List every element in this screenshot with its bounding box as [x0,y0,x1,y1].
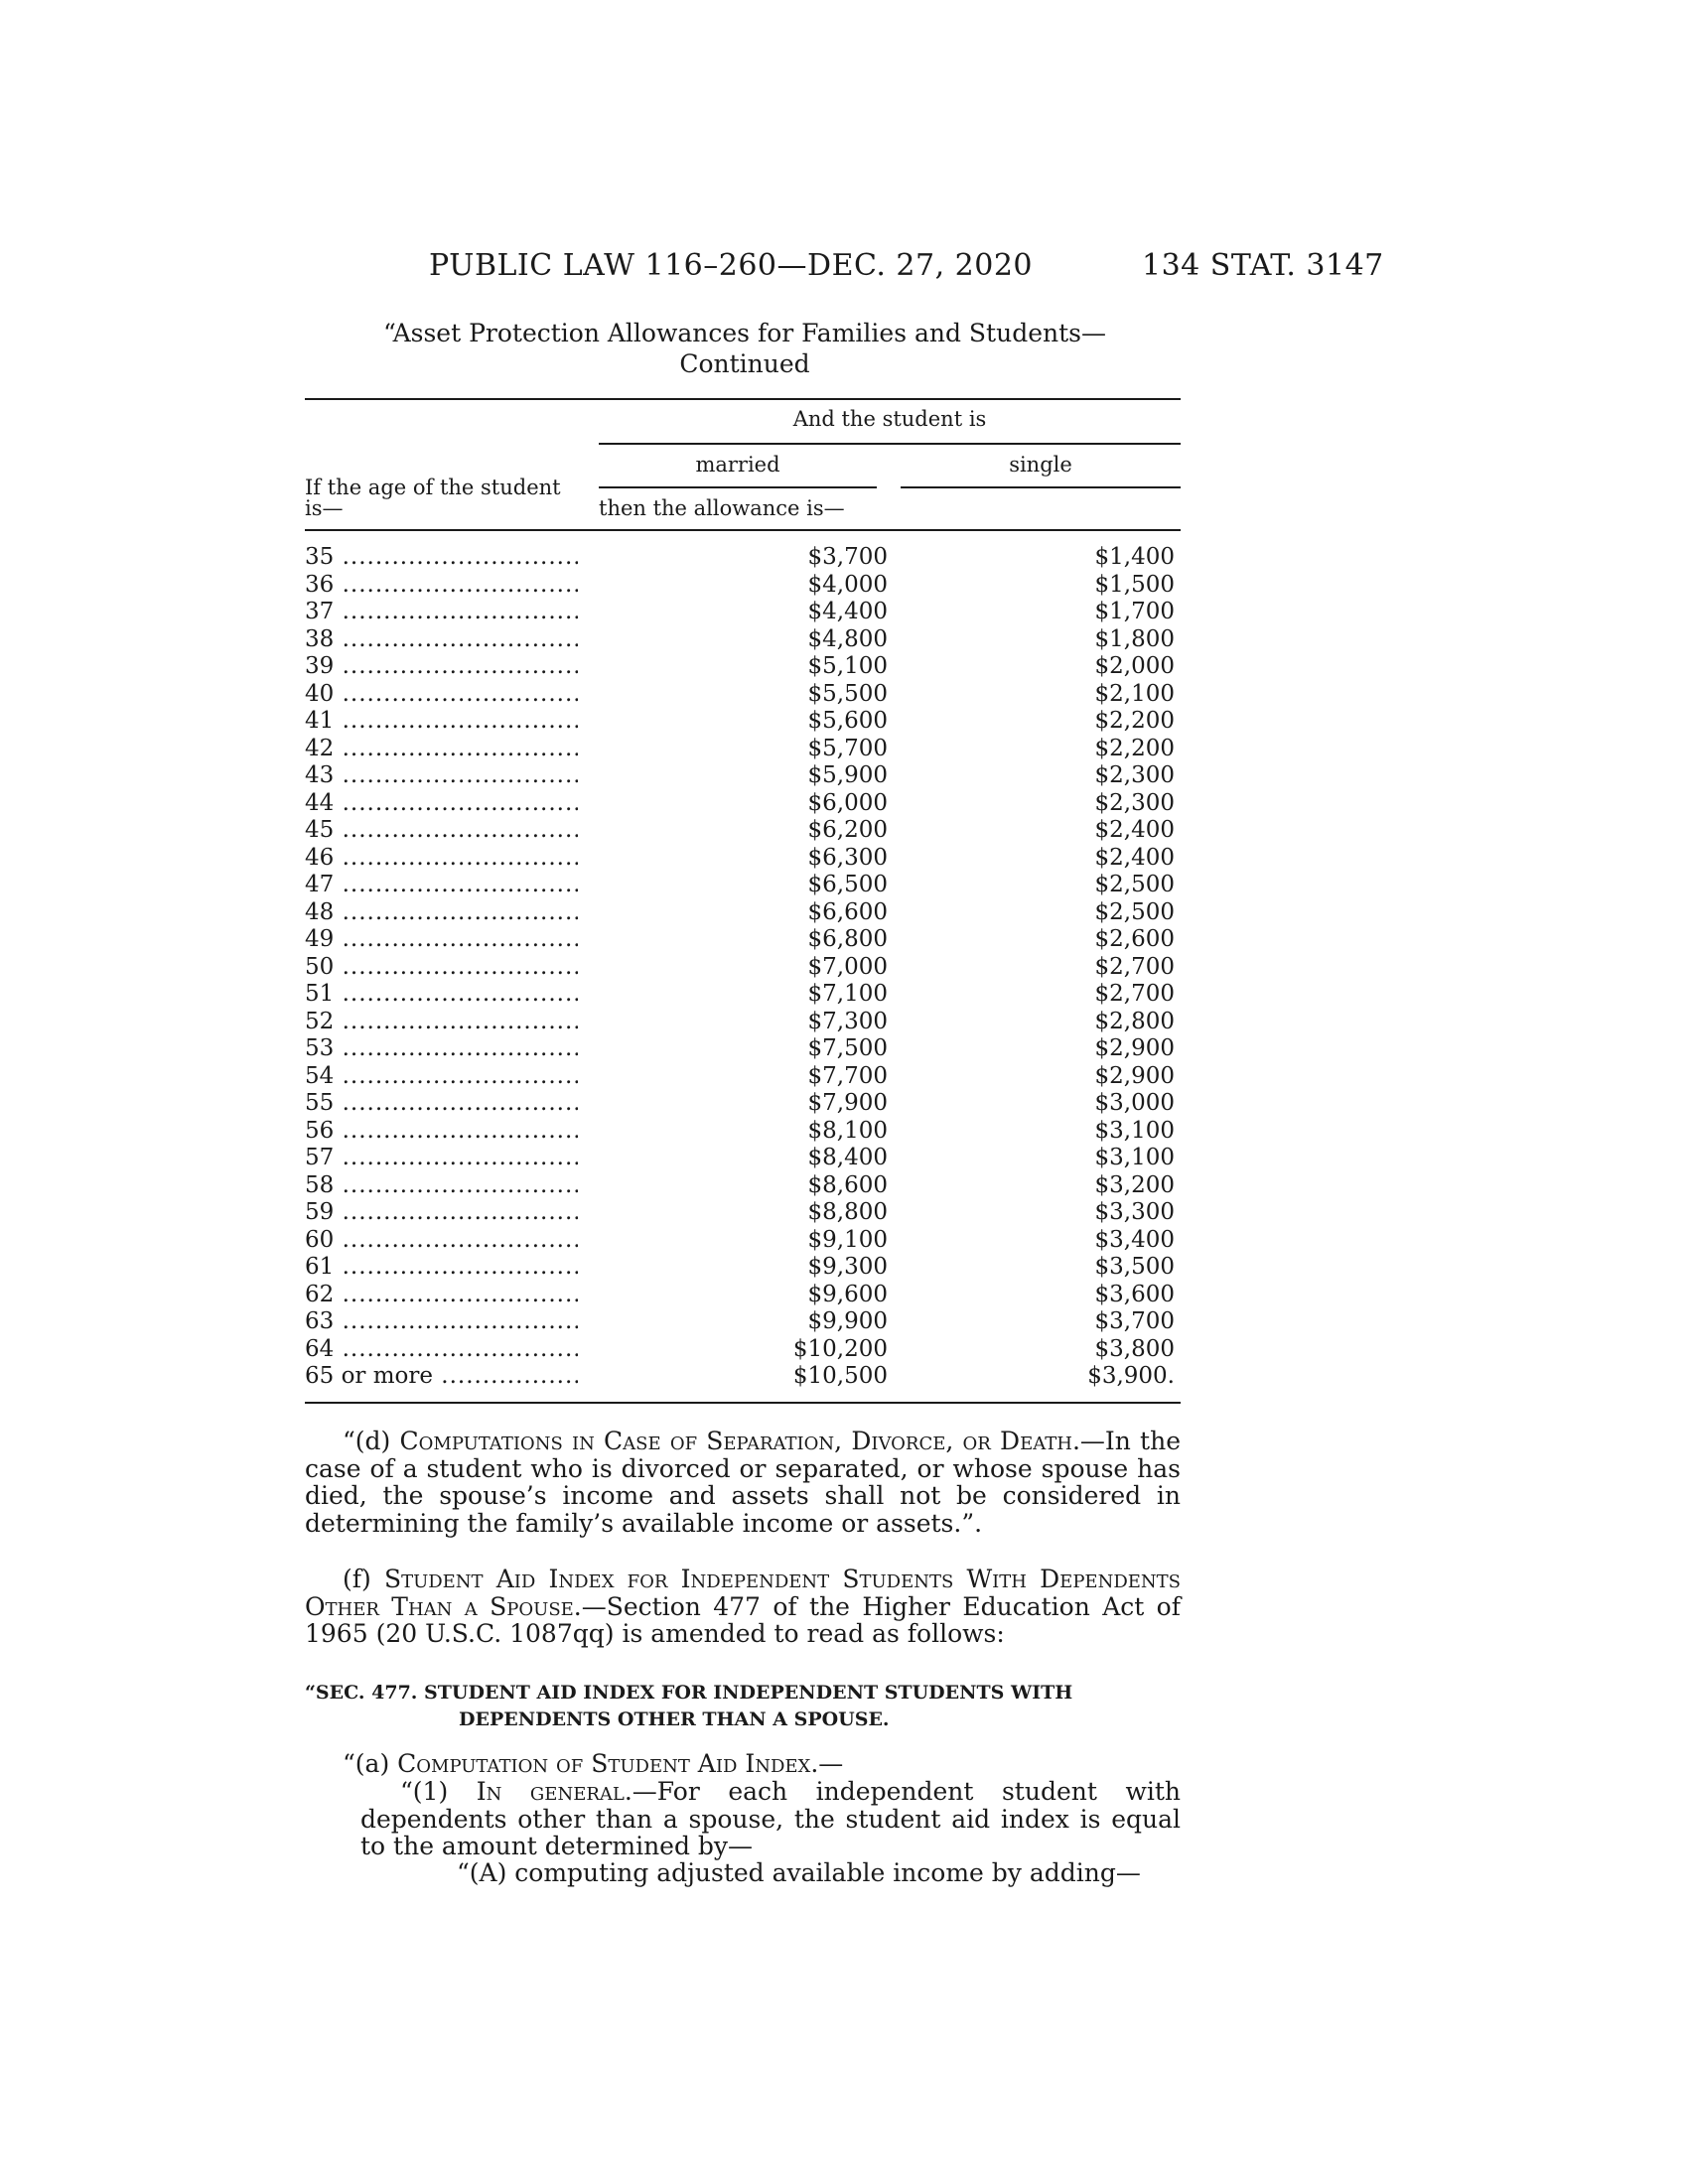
married-cell: $7,000 [807,953,888,980]
subsection-d-open: “(d) [343,1427,400,1455]
married-cell: $7,100 [807,981,888,1007]
subsection-f-heading: Student Aid Index for Independent Students With Dependents Other Than a Spouse [305,1565,1181,1621]
single-cell: $2,700 [1094,953,1175,980]
age-cell: 40 ..... [305,681,578,709]
subsection-f-body: .—Section 477 of the Higher Education Act of 1965 (20 U.S.C. 1087qq) is amended to read as follows: [305,1591,1181,1649]
header-bottom-rule [305,529,1181,531]
group-header-rule [599,443,1181,445]
subsection-a-body: .— [810,1749,844,1778]
age-cell: 39 ..... [305,653,578,681]
age-cell: 64 ..... [305,1336,578,1364]
age-cell: 37 ..... [305,599,578,626]
single-cell: $2,400 [1094,817,1175,843]
age-cell: 41 ..... [305,708,578,736]
age-cell: 56 ..... [305,1118,578,1146]
age-cell: 47 ..... [305,872,578,899]
single-cell: $3,100 [1094,1117,1175,1144]
single-cell: $2,500 [1094,898,1175,925]
table-row [305,736,1181,763]
single-cell: $1,500 [1094,571,1175,598]
age-cell: 59 ..... [305,1199,578,1227]
married-cell: $6,800 [807,926,888,952]
table-row [305,1090,1181,1118]
stub-header-line2: is— [305,496,344,520]
married-cell: $7,900 [807,1090,888,1116]
table-row [305,817,1181,845]
subparagraph-A [457,1859,1181,1887]
age-cell: 49 ..... [305,926,578,954]
single-cell: $3,300 [1094,1199,1175,1225]
section-heading-line2: DEPENDENTS OTHER THAN A SPOUSE. [459,1708,890,1730]
table-body [305,544,1181,1391]
age-cell: 51 ..... [305,981,578,1009]
married-cell: $8,100 [807,1117,888,1144]
subsection-d-body: .—In the case of a student who is divorced or separated, or whose spouse has died, the spouse’s income and assets shall not be considered in determining the family’s available income or assets.”. [305,1427,1181,1538]
married-cell: $6,300 [807,844,888,871]
single-cell: $2,400 [1094,844,1175,871]
table-row [305,626,1181,654]
subsection-d-heading: Computations in Case of Separation, Divorce, or Death [399,1427,1072,1455]
married-cell: $8,600 [807,1171,888,1198]
single-cell: $2,600 [1094,926,1175,952]
table-row [305,1227,1181,1255]
age-cell: 55 ..... [305,1090,578,1118]
table-title-line1: “Asset Protection Allowances for Families and Students— [383,319,1106,347]
subsection-a-open: “(a) [343,1749,398,1778]
table-row [305,599,1181,626]
married-cell: $3,700 [807,544,888,570]
married-cell: $5,700 [807,735,888,761]
single-cell: $3,700 [1094,1308,1175,1334]
married-cell: $6,000 [807,789,888,816]
single-cell: $2,800 [1094,1008,1175,1034]
subsection-f-open: (f) [343,1565,384,1593]
single-cell: $3,400 [1094,1226,1175,1253]
married-cell: $6,200 [807,817,888,843]
col-married-rule [599,486,877,488]
table-title-line2: Continued [679,349,810,378]
paragraph-1-open: “(1) [400,1777,477,1806]
table-row [305,1363,1181,1391]
table-row [305,681,1181,709]
table-bottom-rule [305,1402,1181,1404]
table-title [308,318,1182,379]
age-cell: 57 ..... [305,1145,578,1172]
table-row [305,653,1181,681]
married-cell: $10,200 [792,1335,888,1362]
age-cell: 63 ..... [305,1308,578,1336]
table-row [305,1172,1181,1200]
married-cell: $5,500 [807,680,888,707]
single-cell: $2,900 [1094,1035,1175,1061]
table-row [305,708,1181,736]
table-row [305,1145,1181,1172]
table-row [305,544,1181,572]
married-cell: $5,600 [807,708,888,734]
single-cell: $1,400 [1094,544,1175,570]
married-cell: $5,100 [807,653,888,679]
single-cell: $3,800 [1094,1335,1175,1362]
stub-header-line1: If the age of the student [305,476,561,499]
col-header-single: single [1009,453,1072,477]
table-row [305,1308,1181,1336]
married-cell: $9,600 [807,1281,888,1307]
married-cell: $10,500 [792,1363,888,1389]
single-cell: $2,300 [1094,789,1175,816]
subsection-a-heading: Computation of Student Aid Index [397,1749,811,1778]
table-row [305,1035,1181,1063]
age-cell: 42 ..... [305,736,578,763]
age-cell: 50 ..... [305,954,578,982]
single-cell: $3,200 [1094,1171,1175,1198]
single-cell: $3,500 [1094,1254,1175,1280]
age-cell: 38 ..... [305,626,578,654]
married-cell: $7,500 [807,1035,888,1061]
age-cell: 45 ..... [305,817,578,845]
paragraph-1 [360,1778,1181,1860]
age-cell: 60 ..... [305,1227,578,1255]
table-row [305,926,1181,954]
table-top-rule [305,398,1181,400]
section-477-heading [305,1680,1181,1733]
table-row [305,762,1181,790]
page-citation: 134 STAT. 3147 [1142,248,1384,283]
subsection-f [305,1566,1181,1648]
table-row [305,845,1181,873]
married-cell: $6,500 [807,872,888,897]
age-cell: 35 ..... [305,544,578,572]
table-row [305,872,1181,899]
single-cell: $1,700 [1094,599,1175,624]
table-row [305,1336,1181,1364]
age-cell: 44 ..... [305,790,578,818]
age-cell: 61 ..... [305,1254,578,1282]
table-row [305,1063,1181,1091]
table-row [305,1254,1181,1282]
married-cell: $4,000 [807,571,888,598]
table-row [305,572,1181,600]
single-cell: $3,000 [1094,1090,1175,1116]
age-cell: 53 ..... [305,1035,578,1063]
single-cell: $3,900. [1087,1363,1175,1389]
age-cell: 54 ..... [305,1063,578,1091]
subsection-a [305,1750,1181,1778]
paragraph-1-heading: In general [476,1777,625,1806]
single-cell: $1,800 [1094,625,1175,652]
single-cell: $2,900 [1094,1062,1175,1089]
col-header-married: married [695,453,780,477]
table-row [305,1282,1181,1309]
age-cell: 48 ..... [305,899,578,927]
age-cell: 46 ..... [305,845,578,873]
married-cell: $8,800 [807,1199,888,1225]
single-cell: $2,100 [1094,680,1175,707]
married-cell: $6,600 [807,898,888,925]
single-cell: $2,200 [1094,735,1175,761]
single-cell: $3,600 [1094,1281,1175,1307]
subsection-d [305,1428,1181,1537]
table-row [305,1118,1181,1146]
subheader-allowance: then the allowance is— [599,496,845,520]
col-single-rule [901,486,1181,488]
table-row [305,790,1181,818]
married-cell: $4,400 [807,599,888,624]
section-heading-line1: “SEC. 477. STUDENT AID INDEX FOR INDEPENDENT STUDENTS WITH [305,1682,1073,1704]
single-cell: $3,100 [1094,1145,1175,1170]
married-cell: $7,700 [807,1062,888,1089]
married-cell: $5,900 [807,762,888,788]
running-head: PUBLIC LAW 116–260—DEC. 27, 2020 [429,248,1034,283]
married-cell: $9,300 [807,1254,888,1280]
married-cell: $8,400 [807,1145,888,1170]
single-cell: $2,700 [1094,981,1175,1007]
married-cell: $4,800 [807,625,888,652]
age-cell: 52 ..... [305,1009,578,1036]
group-header: And the student is [792,407,987,431]
single-cell: $2,500 [1094,872,1175,897]
age-cell: 43 ..... [305,762,578,790]
table-row [305,1009,1181,1036]
table-row [305,1199,1181,1227]
table-row [305,981,1181,1009]
age-cell: 62 ..... [305,1282,578,1309]
married-cell: $9,100 [807,1226,888,1253]
age-cell: 65 or more ..... [305,1363,578,1391]
table-row [305,954,1181,982]
married-cell: $7,300 [807,1008,888,1034]
married-cell: $9,900 [807,1308,888,1334]
age-cell: 36 ..... [305,572,578,600]
single-cell: $2,300 [1094,762,1175,788]
age-cell: 58 ..... [305,1172,578,1200]
single-cell: $2,000 [1094,653,1175,679]
table-row [305,899,1181,927]
paragraph-1-body: .—For each independent student with dependents other than a spouse, the student aid index is equal to the amount determined by— [360,1777,1181,1861]
single-cell: $2,200 [1094,708,1175,734]
subparagraph-A-text: “(A) computing adjusted available income by adding— [457,1858,1141,1887]
